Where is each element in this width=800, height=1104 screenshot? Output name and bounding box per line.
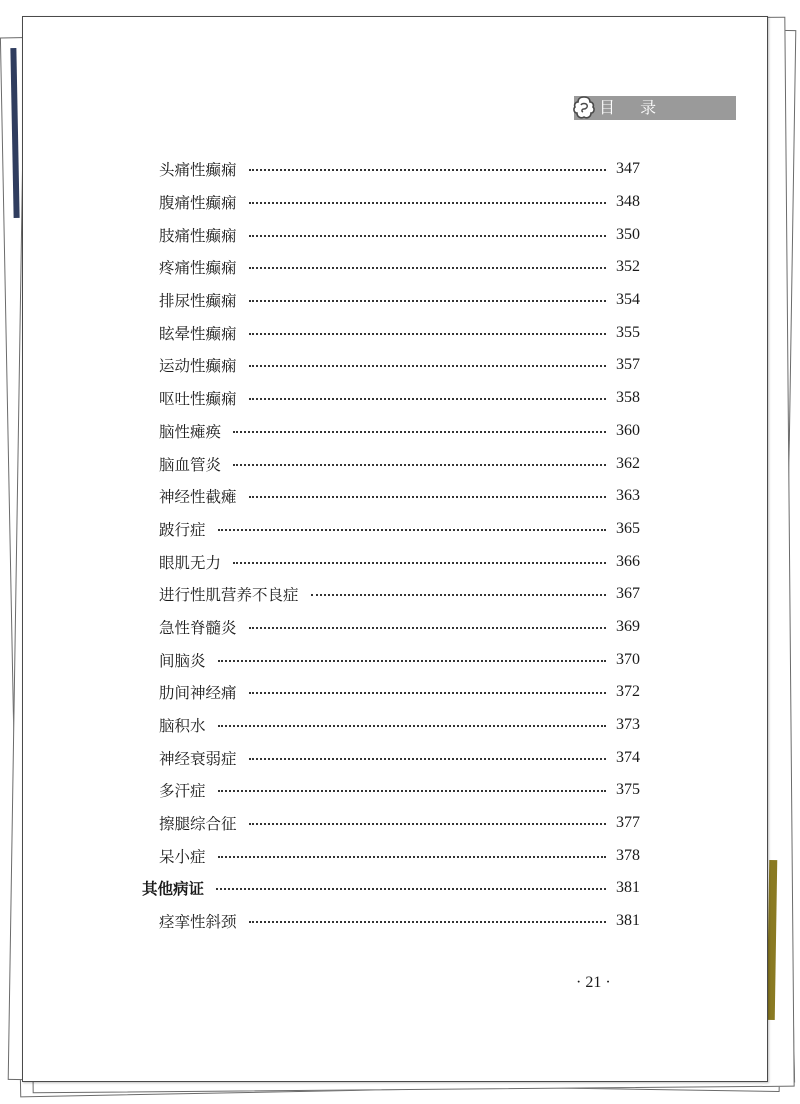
dot-leader xyxy=(249,627,606,629)
toc-entry-title: 排尿性癫痫 xyxy=(159,292,237,311)
toc-entry-page-number: 354 xyxy=(616,291,640,309)
dot-leader xyxy=(249,333,606,335)
toc-entry[interactable] xyxy=(142,349,650,382)
toc-entry-title: 急性脊髓炎 xyxy=(159,618,237,637)
toc-entry-title: 呆小症 xyxy=(159,847,206,866)
toc-entry[interactable] xyxy=(142,807,650,840)
toc-entry[interactable] xyxy=(142,153,650,186)
toc-entry-title: 跛行症 xyxy=(159,520,206,539)
toc-entry-title: 呕吐性癫痫 xyxy=(159,390,237,409)
toc-entry-title: 肋间神经痛 xyxy=(159,684,237,703)
dot-leader xyxy=(249,692,606,694)
dot-leader xyxy=(249,758,606,760)
toc-entry-page-number: 363 xyxy=(616,487,640,505)
toc-entry-title: 头痛性癫痫 xyxy=(159,161,237,180)
toc-entry[interactable] xyxy=(142,316,650,349)
toc-entry[interactable] xyxy=(142,545,650,578)
dot-leader xyxy=(233,431,606,433)
toc-entry-title: 眼肌无力 xyxy=(159,553,222,572)
dot-leader xyxy=(249,300,606,302)
dot-leader xyxy=(218,856,606,858)
toc-entry[interactable] xyxy=(142,251,650,284)
toc-entry[interactable] xyxy=(142,218,650,251)
toc-entry-page-number: 378 xyxy=(616,846,640,864)
toc-entry-title: 多汗症 xyxy=(159,782,206,801)
toc-entry[interactable] xyxy=(142,611,650,644)
toc-entry-page-number: 352 xyxy=(616,258,640,276)
toc-entry[interactable] xyxy=(142,447,650,480)
dot-leader xyxy=(233,464,606,466)
section-title: 目 录 xyxy=(599,98,667,117)
toc-entry-page-number: 366 xyxy=(616,552,640,570)
dot-leader xyxy=(249,267,606,269)
dot-leader xyxy=(249,921,606,923)
toc-entry-title: 神经性截瘫 xyxy=(159,488,237,507)
toc-entry-title: 腹痛性癫痫 xyxy=(159,194,237,213)
toc-entry-page-number: 362 xyxy=(616,454,640,472)
toc-entry-page-number: 374 xyxy=(616,748,640,766)
toc-entry[interactable] xyxy=(142,872,650,905)
dot-leader xyxy=(249,398,606,400)
toc-entry[interactable] xyxy=(142,513,650,546)
toc-entry-title: 其他病证 xyxy=(142,880,205,899)
toc-entry-title: 脑血管炎 xyxy=(159,455,222,474)
dot-leader xyxy=(249,496,606,498)
toc-entry-title: 运动性癫痫 xyxy=(159,357,237,376)
toc-entry[interactable] xyxy=(142,284,650,317)
toc-entry-title: 神经衰弱症 xyxy=(159,749,237,768)
toc-entry[interactable] xyxy=(142,480,650,513)
toc-entry[interactable] xyxy=(142,839,650,872)
toc-entry-page-number: 367 xyxy=(616,585,640,603)
toc-entry-page-number: 348 xyxy=(616,193,640,211)
toc-entry-title: 疼痛性癫痫 xyxy=(159,259,237,278)
toc-entry-page-number: 347 xyxy=(616,160,640,178)
dot-leader xyxy=(216,888,606,890)
toc-entry[interactable] xyxy=(142,578,650,611)
toc-entry[interactable] xyxy=(142,905,650,938)
toc-entry-page-number: 381 xyxy=(616,879,640,897)
toc-entry-page-number: 360 xyxy=(616,421,640,439)
cloud-ornament-icon xyxy=(572,94,596,122)
toc-entry[interactable] xyxy=(142,709,650,742)
dot-leader xyxy=(249,823,606,825)
toc-entry-page-number: 365 xyxy=(616,519,640,537)
toc-entry-title: 间脑炎 xyxy=(159,651,206,670)
toc-entry[interactable] xyxy=(142,186,650,219)
toc-entry-page-number: 375 xyxy=(616,781,640,799)
toc-entry-title: 脑性瘫痪 xyxy=(159,422,222,441)
dot-leader xyxy=(249,202,606,204)
toc-entry-page-number: 372 xyxy=(616,683,640,701)
toc-entry-page-number: 373 xyxy=(616,716,640,734)
dot-leader xyxy=(233,562,606,564)
toc-entry-title: 痉挛性斜颈 xyxy=(159,913,237,932)
toc-entry[interactable] xyxy=(142,415,650,448)
table-of-contents xyxy=(142,153,650,938)
toc-entry-page-number: 369 xyxy=(616,617,640,635)
dot-leader xyxy=(249,235,606,237)
toc-entry-page-number: 377 xyxy=(616,814,640,832)
toc-entry-title: 肢痛性癫痫 xyxy=(159,226,237,245)
dot-leader xyxy=(218,790,606,792)
dot-leader xyxy=(249,365,606,367)
toc-entry[interactable] xyxy=(142,774,650,807)
toc-entry-page-number: 350 xyxy=(616,225,640,243)
dot-leader xyxy=(311,594,606,596)
dot-leader xyxy=(249,169,606,171)
page-number: · 21 · xyxy=(576,974,611,991)
toc-entry-title: 擦腿综合征 xyxy=(159,815,237,834)
toc-entry-page-number: 355 xyxy=(616,323,640,341)
dot-leader xyxy=(218,725,606,727)
toc-entry-page-number: 381 xyxy=(616,912,640,930)
toc-entry-page-number: 358 xyxy=(616,389,640,407)
dot-leader xyxy=(218,529,606,531)
toc-entry-title: 脑积水 xyxy=(159,717,206,736)
toc-entry-page-number: 370 xyxy=(616,650,640,668)
dot-leader xyxy=(218,660,606,662)
toc-entry[interactable] xyxy=(142,382,650,415)
toc-entry-title: 眩晕性癫痫 xyxy=(159,324,237,343)
toc-entry-page-number: 357 xyxy=(616,356,640,374)
toc-entry[interactable] xyxy=(142,741,650,774)
toc-entry-title: 进行性肌营养不良症 xyxy=(159,586,299,605)
toc-entry[interactable] xyxy=(142,643,650,676)
toc-entry[interactable] xyxy=(142,676,650,709)
